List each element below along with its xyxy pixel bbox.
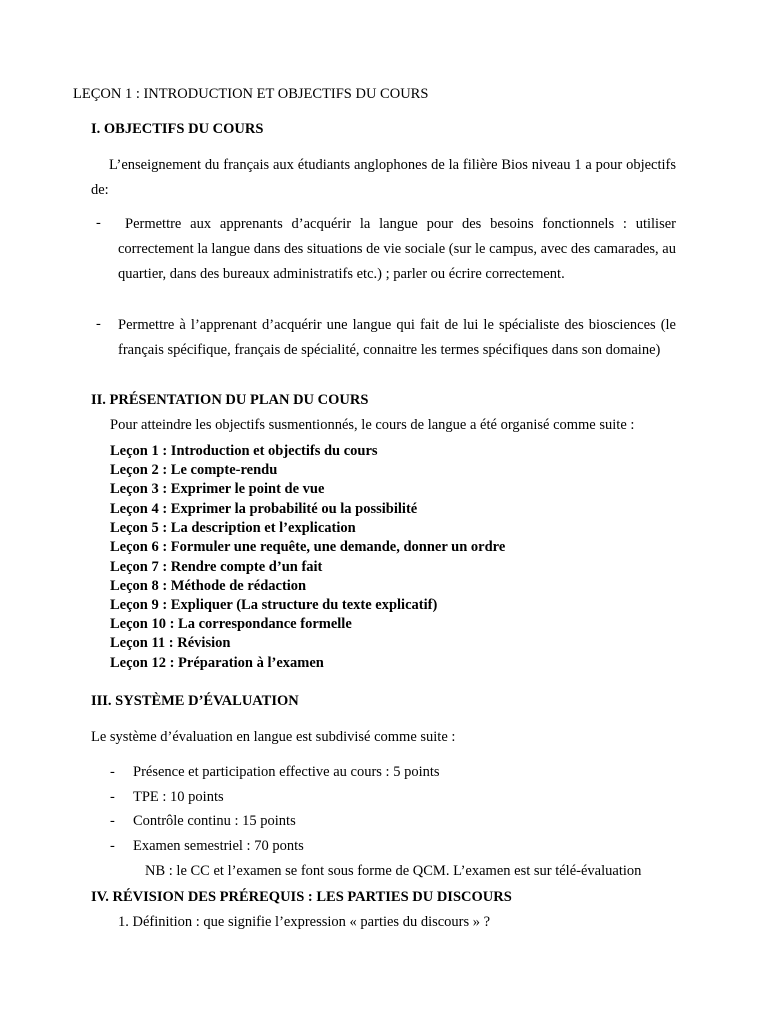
evaluation-item: Présence et participation effective au cours : 5 points [133,764,440,780]
section-1-intro: L’enseignement du français aux étudiants anglophones de la filière Bios niveau 1 a pour objectifs de: [91,157,676,198]
section-1-bullet-2: Permettre à l’apprenant d’acquérir une langue qui fait de lui le spécialiste des biosciences (le français spécifique, français de spécialité, connaitre les termes spécifiques dans son domaine) [118,317,676,358]
bullet-dash: - [110,813,115,829]
section-1-bullet-1: Permettre aux apprenants d’acquérir la langue pour des besoins fonctionnels : utiliser correctement la langue dans des situations de vie sociale (sur le campus, avec des camarades, au quartier, dans des bureaux administratifs etc.) ; parler ou écrire correctement. [118,216,676,282]
section-4-item-1: 1. Définition : que signifie l’expression « parties du discours » ? [118,914,491,930]
section-4-heading: IV. RÉVISION DES PRÉREQUIS : LES PARTIES DU DISCOURS [91,889,512,905]
lesson-item: Leçon 9 : Expliquer (La structure du texte explicatif) [110,597,438,613]
lesson-title: LEÇON 1 : INTRODUCTION ET OBJECTIFS DU COURS [73,86,429,102]
lesson-item: Leçon 2 : Le compte-rendu [110,462,278,478]
lesson-item: Leçon 7 : Rendre compte d’un fait [110,559,323,575]
bullet-dash: - [110,838,115,854]
lesson-item: Leçon 1 : Introduction et objectifs du cours [110,443,378,459]
section-3-intro: Le système d’évaluation en langue est subdivisé comme suite : [91,729,456,745]
lesson-item: Leçon 10 : La correspondance formelle [110,616,352,632]
bullet-dash: - [96,316,101,332]
lesson-item: Leçon 8 : Méthode de rédaction [110,578,307,594]
evaluation-item: Examen semestriel : 70 ponts [133,838,304,854]
lesson-item: Leçon 5 : La description et l’explication [110,520,356,536]
lesson-item: Leçon 6 : Formuler une requête, une demande, donner un ordre [110,539,506,555]
evaluation-item: Contrôle continu : 15 points [133,813,296,829]
section-2-intro: Pour atteindre les objectifs susmentionnés, le cours de langue a été organisé comme suite : [110,417,635,433]
lesson-item: Leçon 11 : Révision [110,635,231,651]
lesson-item: Leçon 3 : Exprimer le point de vue [110,481,325,497]
lesson-item: Leçon 12 : Préparation à l’examen [110,655,324,671]
bullet-dash: - [96,215,101,231]
evaluation-note: NB : le CC et l’examen se font sous forme de QCM. L’examen est sur télé-évaluation [145,863,642,879]
section-2-heading: II. PRÉSENTATION DU PLAN DU COURS [91,392,369,408]
bullet-dash: - [110,789,115,805]
lesson-item: Leçon 4 : Exprimer la probabilité ou la possibilité [110,501,418,517]
section-3-heading: III. SYSTÈME D’ÉVALUATION [91,693,299,709]
bullet-dash: - [110,764,115,780]
section-1-heading: I. OBJECTIFS DU COURS [91,121,264,137]
evaluation-item: TPE : 10 points [133,789,224,805]
